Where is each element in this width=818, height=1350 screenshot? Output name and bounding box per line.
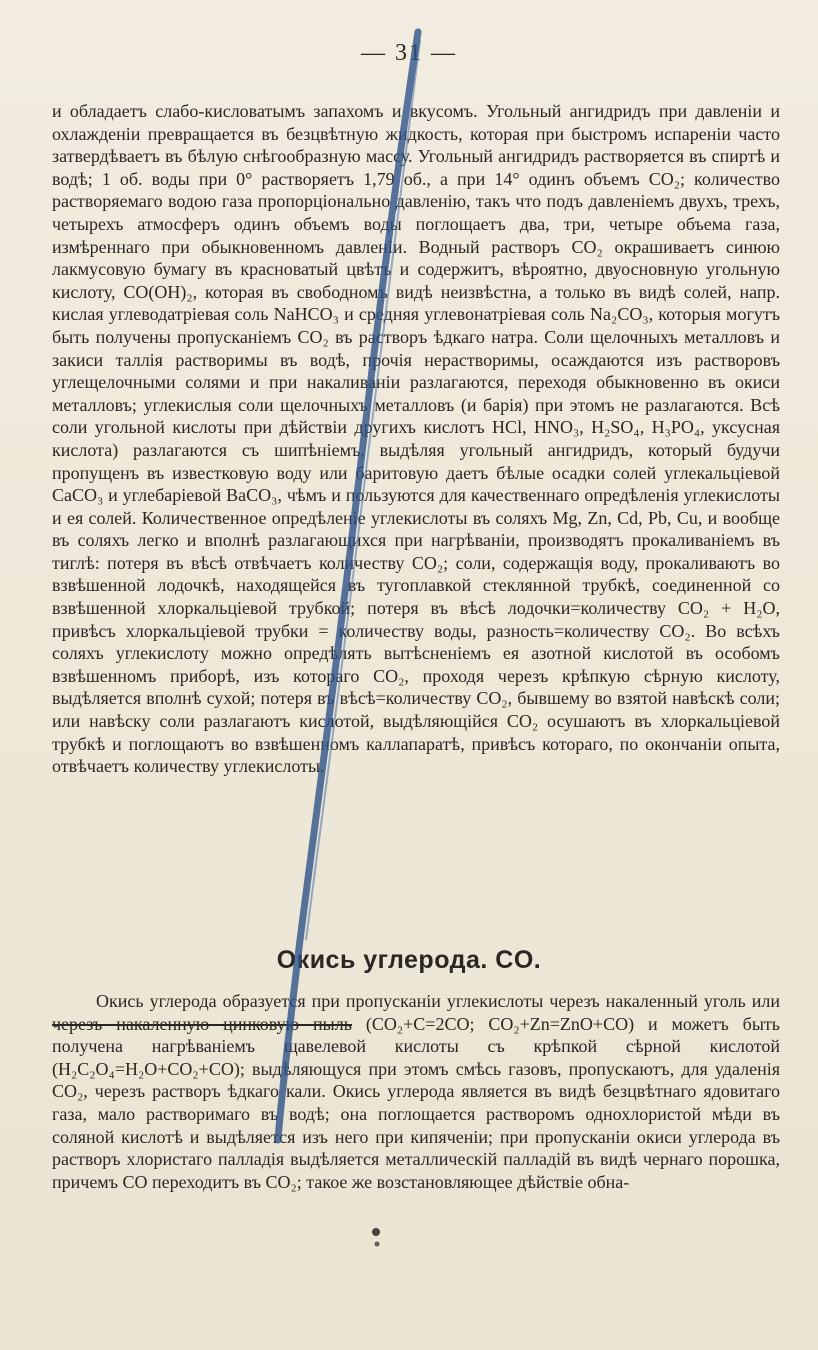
section-carbon-monoxide-text: [52, 990, 780, 1193]
section-heading-carbon-monoxide: Окись углерода. CO.: [276, 946, 542, 974]
page-number: — 31 —: [361, 40, 457, 66]
paragraph-start: Окись углерода образуется при пропусканіи углекислоты черезъ накаленный уголь или: [96, 991, 780, 1011]
ink-blot-small: [375, 1242, 380, 1247]
paragraph-carbon-monoxide: [52, 990, 780, 1193]
paragraph-carbon-dioxide: и обладаетъ слабо-кисловатымъ запахомъ и вкусомъ. Угольный ангидридъ при давленіи и охлажденіи превращается въ безцвѣтную жидкость, которая при быстромъ испареніи часто затвердѣваетъ въ бѣлую снѣгообразную массу. Угольный ангидридъ растворяется въ спиртѣ и водѣ; 1 об. воды при 0° растворяетъ 1,79 об., а при 14° одинъ объемъ CO₂; количество растворяемаго водою газа пропорціонально давленію, такъ что подъ давленіемъ двухъ, трехъ, четырехъ атмосферъ одинъ объемъ воды поглощаетъ два, три, четыре объема газа, измѣреннаго при обыкновенномъ давленіи. Водный растворъ CO₂ окрашиваетъ синюю лакмусовую бумагу въ красноватый цвѣтъ и содержитъ, вѣроятно, двуосновную угольную кислоту, CO(OH)₂, которая въ свободномъ видѣ неизвѣстна, а только въ видѣ солей, напр. кислая углеводатріевая соль NaHCO₃ и средняя углевонатріевая соль Na₂CO₃, которыя могутъ быть получены пропусканіемъ CO₂ въ растворъ ѣдкаго натра. Соли щелочныхъ металловъ и закиси таллія растворимы въ водѣ, прочія нерастворимы, осаждаются изъ растворовъ углещелочными солями и при накаливаніи разлагаются, переходя обыкновенно въ окиси металловъ; углекислыя соли щелочныхъ металловъ (и барія) при этомъ не разлагаются. Всѣ соли угольной кислоты при дѣйствіи другихъ кислотъ HCl, HNO₃, H₂SO₄, H₃PO₄, уксусная кислота) разлагаются съ шипѣніемъ, выдѣляя угольный ангидридъ, который будучи пропущенъ въ известковую воду или баритовую даетъ бѣлые осадки солей углекальціевой CaCO₃ и углебаріевой BaCO₃, чѣмъ и пользуются для качественнаго опредѣленія углекислоты и ея солей. Количественное опредѣленіе углекислоты въ соляхъ Mg, Zn, Cd, Pb, Cu, и вообще въ соляхъ легко и вполнѣ разлагающихся при нагрѣваніи, производятъ прокаливаніемъ въ тиглѣ: потеря въ вѣсѣ отвѣчаетъ количеству CO₂; соли, содержащія воду, прокаливаютъ во взвѣшенной лодочкѣ, находящейся въ тугоплавкой стеклянной трубкѣ, соединенной со взвѣшенной хлоркальціевой трубкой; потеря въ вѣсѣ лодочки=количеству CO₂ + H₂O, привѣсъ хлоркальціевой трубки = количеству воды, разность=количеству CO₂. Во всѣхъ соляхъ углекислоту можно опредѣлять вытѣсненіемъ ея азотной кислотой въ особомъ взвѣшенномъ приборѣ, изъ котораго CO₂, проходя черезъ крѣпкую сѣрную кислоту, выдѣляется вполнѣ сухой; потеря въ вѣсѣ=количеству CO₂, бывшему во взятой навѣскѣ соли; или навѣску соли разлагаютъ кислотой, выдѣляющійся CO₂ осушаютъ въ хлоркальціевой трубкѣ и поглощаютъ во взвѣшенномъ каллапаратѣ, привѣсъ котораго, по окончаніи опыта, отвѣчаетъ количеству углекислоты.: [52, 101, 780, 777]
struck-through-text: черезъ накаленную цинковую пыль: [52, 1013, 352, 1034]
section-carbon-dioxide-text: [52, 100, 780, 778]
paragraph-rest: (CO₂+C=2CO; CO₂+Zn=ZnO+CO) и можетъ быть получена нагрѣваніемъ щавелевой кислоты съ крѣпкой сѣрной кислотой (H₂C₂O₄=H₂O+CO₂+CO); выдѣляющуся при этомъ смѣсь газовъ, пропускаютъ, для удаленія CO₂, черезъ растворъ ѣдкаго кали. Окись углерода является въ видѣ безцвѣтнаго ядовитаго газа, мало растворимаго въ водѣ; она поглощается растворомъ однохлористой мѣди въ соляной кислотѣ и выдѣляется изъ него при кипяченіи; при пропусканіи окиси углерода въ растворъ хлористаго палладія выдѣляется металлическій палладій въ видѣ чернаго порошка, причемъ CO переходитъ въ CO₂; такое же возстановляющее дѣйствіе обна-: [52, 1013, 781, 1192]
ink-blot: [372, 1228, 380, 1236]
